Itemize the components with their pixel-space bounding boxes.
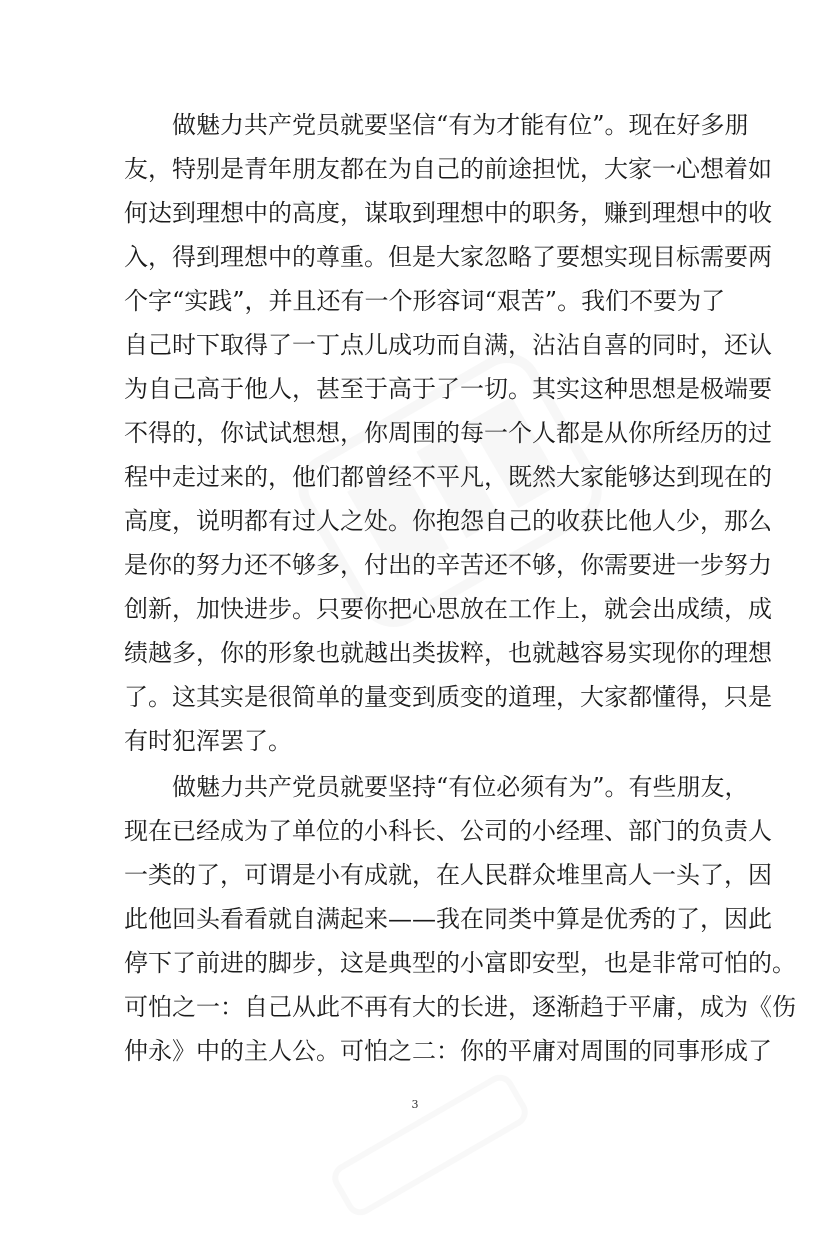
text-line: 不得的，你试试想想，你周围的每一个人都是从你所经历的过 [124, 419, 772, 447]
text-line: 个字“实践”，并且还有一个形容词“艰苦”。我们不要为了 [124, 287, 726, 315]
text-line: 做魅力共产党员就要坚持“有位必须有为”。有些朋友， [172, 773, 749, 801]
page-number: 3 [411, 1098, 419, 1111]
text-line: 创新，加快进步。只要你把心思放在工作上，就会出成绩，成 [124, 595, 772, 623]
text-line: 可怕之一：自己从此不再有大的长进，逐渐趋于平庸，成为《伤 [124, 993, 796, 1021]
text-line: 了。这其实是很简单的量变到质变的道理，大家都懂得，只是 [124, 683, 772, 711]
text-line: 绩越多，你的形象也就越出类拔粹，也就越容易实现你的理想 [124, 639, 772, 667]
text-line: 做魅力共产党员就要坚信“有为才能有位”。现在好多朋 [172, 111, 749, 139]
text-line: 停下了前进的脚步，这是典型的小富即安型，也是非常可怕的。 [124, 949, 796, 977]
text-line: 现在已经成为了单位的小科长、公司的小经理、部门的负责人 [124, 817, 772, 845]
text-line: 一类的了，可谓是小有成就，在人民群众堆里高人一头了，因 [124, 861, 772, 889]
watermark-logo-bottom [317, 1060, 543, 1231]
text-line: 有时犯浑罢了。 [124, 727, 292, 755]
text-line: 自己时下取得了一丁点儿成功而自满，沾沾自喜的同时，还认 [124, 331, 772, 359]
text-line: 仲永》中的主人公。可怕之二：你的平庸对周围的同事形成了 [124, 1037, 772, 1065]
text-line: 此他回头看看就自满起来——我在同类中算是优秀的了，因此 [124, 905, 772, 933]
text-line: 何达到理想中的高度，谋取到理想中的职务，赚到理想中的收 [124, 199, 772, 227]
text-line: 高度，说明都有过人之处。你抱怨自己的收获比他人少，那么 [124, 507, 772, 535]
text-line: 入，得到理想中的尊重。但是大家忽略了要想实现目标需要两 [124, 243, 772, 271]
text-line: 是你的努力还不够多，付出的辛苦还不够，你需要进一步努力 [124, 551, 772, 579]
text-line: 为自己高于他人，甚至于高于了一切。其实这种思想是极端要 [124, 375, 772, 403]
text-line: 程中走过来的，他们都曾经不平凡，既然大家能够达到现在的 [124, 463, 772, 491]
text-line: 友，特别是青年朋友都在为自己的前途担忧，大家一心想着如 [124, 155, 772, 183]
